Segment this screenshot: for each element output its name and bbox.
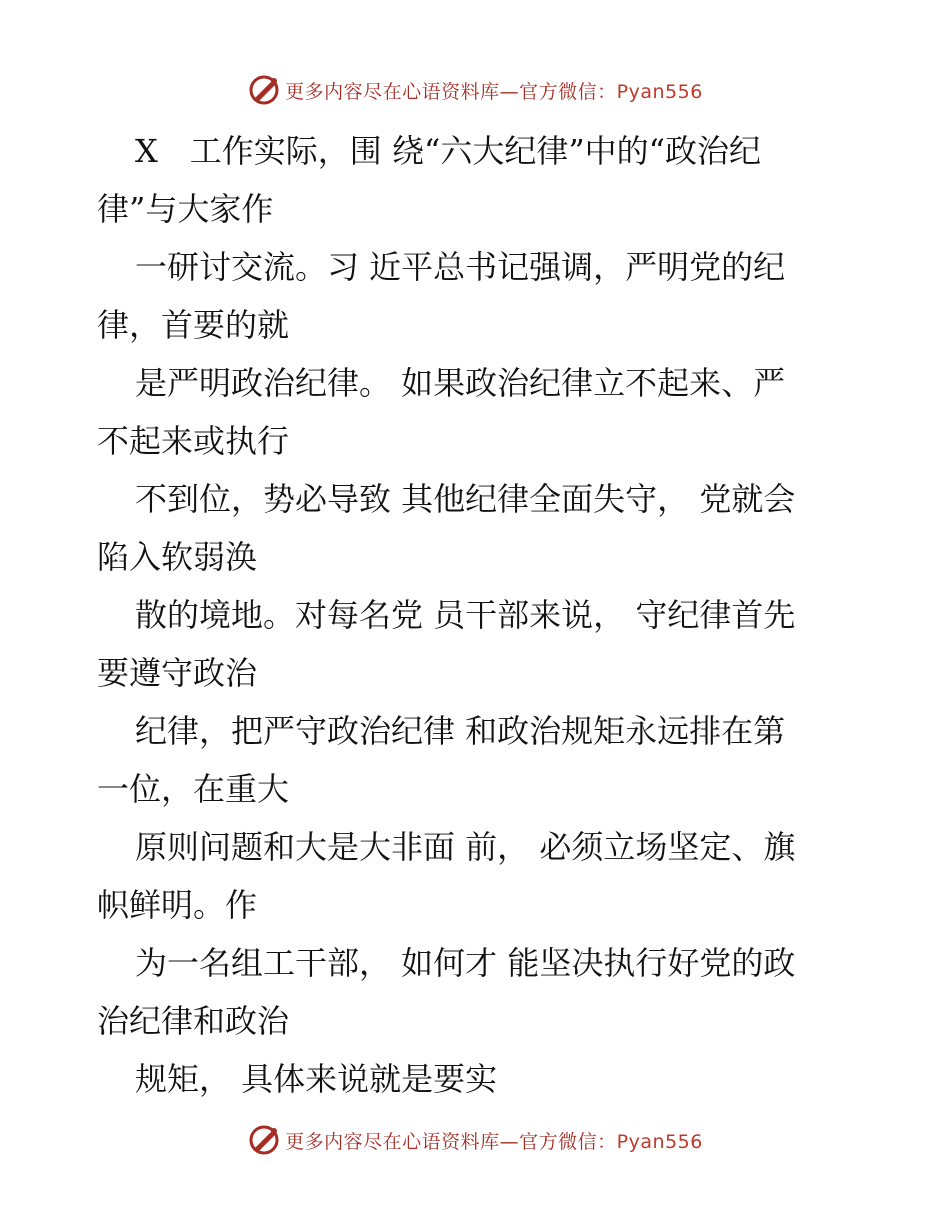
paragraph-line-2: 律”与大家作 — [97, 190, 274, 228]
header-banner-text: 更多内容尽在心语资料库—官方微信：Pyan556 — [285, 80, 703, 103]
paragraph — [97, 1050, 857, 1108]
paragraph-line-1: 不到位，势必导致 其他纪律全面失守， 党就会 — [135, 480, 796, 518]
brand-logo-icon — [247, 1123, 281, 1157]
footer-banner-text: 更多内容尽在心语资料库—官方微信：Pyan556 — [285, 1130, 703, 1153]
paragraph-line-1: 散的境地。对每名党 员干部来说， 守纪律首先 — [135, 596, 796, 634]
paragraph — [97, 122, 857, 238]
paragraph-line-1: 为一名组工干部， 如何才 能坚决执行好党的政 — [135, 944, 796, 982]
header-account: Pyan556 — [616, 80, 703, 103]
paragraph — [97, 586, 857, 702]
paragraph-line-1: 一研讨交流。习 近平总书记强调，严明党的纪 — [135, 248, 786, 286]
paragraph-line-1: 纪律，把严守政治纪律 和政治规矩永远排在第 — [135, 712, 786, 750]
paragraph-line-2: 要遵守政治 — [97, 654, 258, 692]
paragraph-line-2: 陷入软弱涣 — [97, 538, 258, 576]
document-body — [97, 122, 857, 1108]
footer-account: Pyan556 — [616, 1130, 703, 1153]
header-banner — [0, 70, 950, 110]
paragraph — [97, 702, 857, 818]
footer-banner — [0, 1120, 950, 1160]
paragraph-line-1: X 工作实际，围 绕“六大纪律”中的“政治纪 — [135, 132, 762, 170]
brand-logo-icon — [247, 73, 281, 107]
paragraph-line-2: 不起来或执行 — [97, 422, 290, 460]
paragraph-line-1: 是严明政治纪律。 如果政治纪律立不起来、严 — [135, 364, 786, 402]
paragraph-line-2: 律，首要的就 — [97, 306, 290, 344]
paragraph — [97, 818, 857, 934]
paragraph — [97, 354, 857, 470]
paragraph — [97, 238, 857, 354]
paragraph — [97, 934, 857, 1050]
paragraph — [97, 470, 857, 586]
paragraph-line-1: 规矩， 具体来说就是要实 — [135, 1060, 498, 1098]
paragraph-line-1: 原则问题和大是大非面 前， 必须立场坚定、旗 — [135, 828, 796, 866]
paragraph-line-2: 治纪律和政治 — [97, 1002, 290, 1040]
paragraph-line-2: 一位，在重大 — [97, 770, 290, 808]
paragraph-line-2: 帜鲜明。作 — [97, 886, 258, 924]
